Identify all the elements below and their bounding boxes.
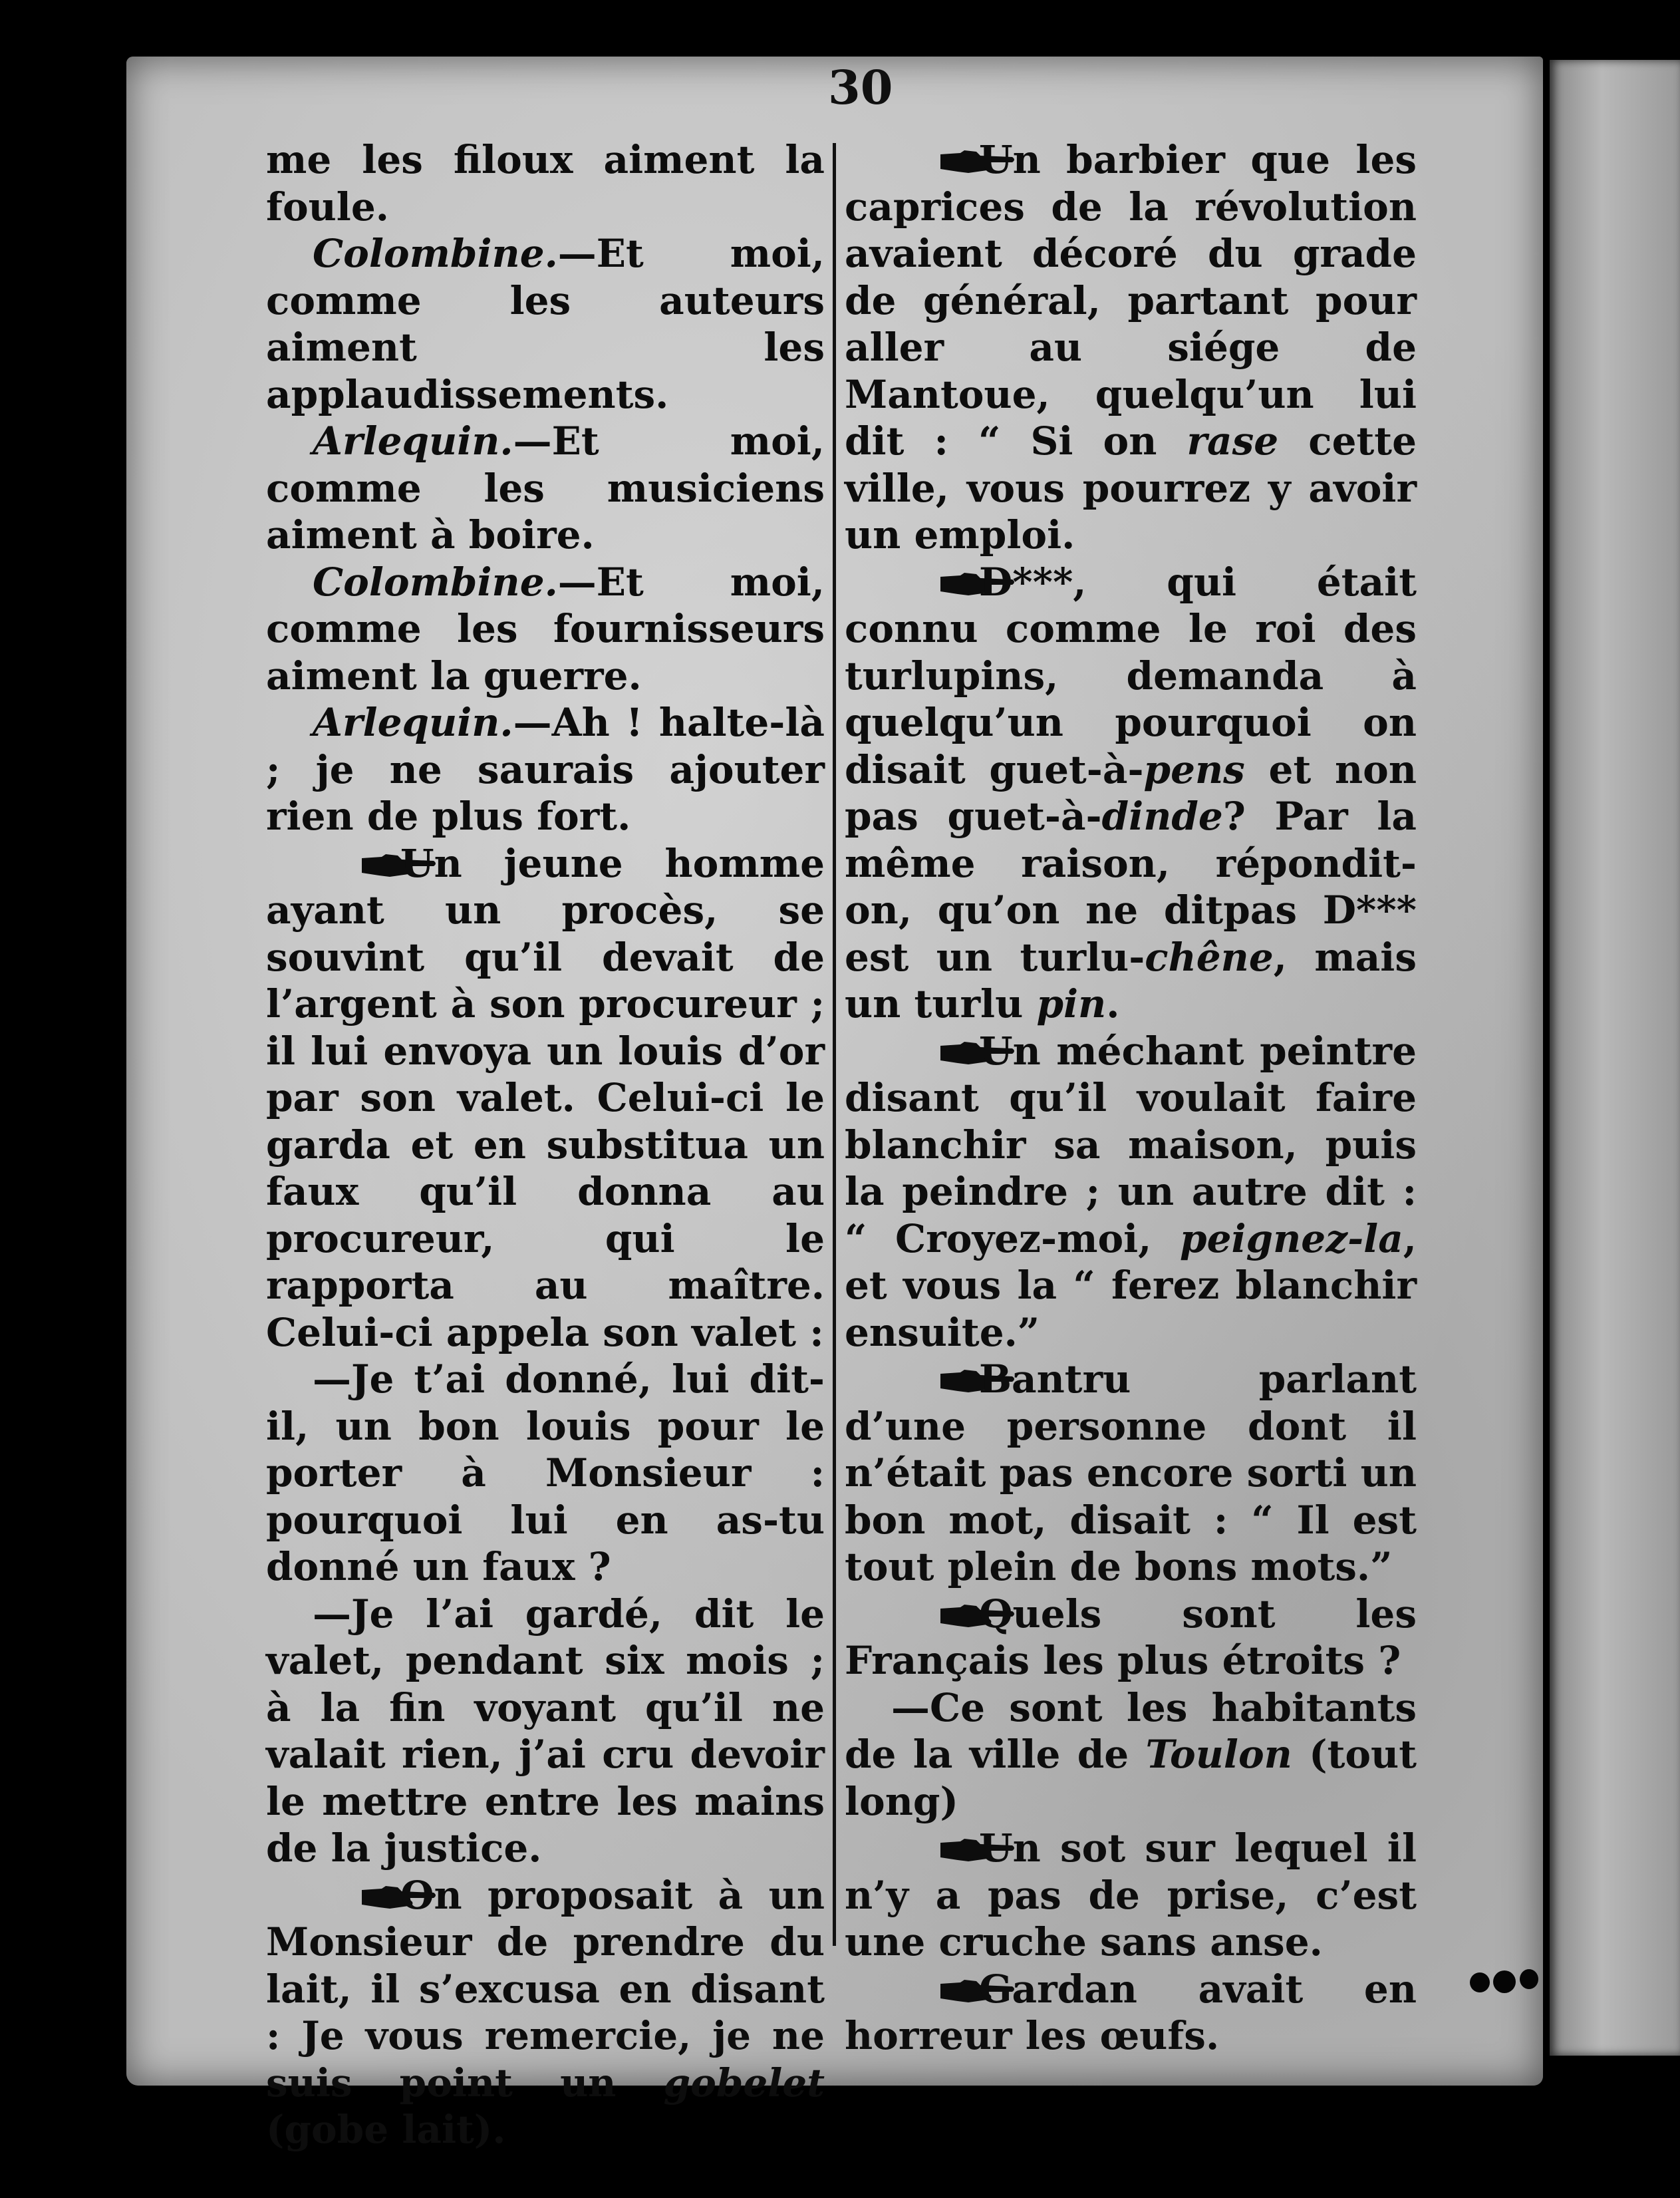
- dialogue-text: —Et moi, comme les auteurs aiment les applaudissements.: [266, 231, 825, 417]
- paragraph-text: Bantru parlant d’une personne dont il n’était pas encore sorti un bon mot, disait : “ Il est tout plein de bons mots.”: [845, 1356, 1417, 1589]
- paragraph-text-end: cette ville, vous pourrez y avoir un emploi.: [845, 418, 1417, 557]
- anecdote-paragraph: [266, 1872, 825, 2153]
- adjacent-page-edge: [1550, 60, 1680, 2056]
- paragraph-text: me les filoux aiment la foule.: [266, 137, 825, 230]
- dialogue-line: [266, 230, 825, 418]
- paragraph-text: , mais un turlu: [845, 934, 1417, 1026]
- dialogue-line: [266, 1356, 825, 1591]
- italic-word: rase: [1187, 418, 1279, 464]
- column-divider: [833, 143, 836, 1946]
- paragraph-text: D***, qui était connu comme le roi des turlupins, demanda à quelqu’un pourquoi on disait guet-à-: [845, 559, 1417, 792]
- paragraph: [266, 136, 825, 230]
- pointing-hand-icon: [891, 1829, 970, 1858]
- paragraph-text: Un méchant peintre disant qu’il voulait faire blanchir sa maison, puis la peindre ; un autre dit : “ Croyez-moi,: [845, 1028, 1417, 1261]
- pointing-hand-icon: [891, 1360, 970, 1389]
- paragraph-text-end: , et vous la “ ferez blanchir ensuite.”: [845, 1215, 1417, 1355]
- paragraph-text: Un sot sur lequel il n’y a pas de prise, c’est une cruche sans anse.: [845, 1825, 1417, 1964]
- italic-word: chêne: [1145, 934, 1274, 980]
- italic-word: peignez-la: [1180, 1215, 1403, 1261]
- anecdote-paragraph: [845, 136, 1417, 559]
- speaker-name: Colombine.: [313, 559, 558, 605]
- pointing-hand-icon: [891, 1032, 970, 1061]
- dialogue-line: [266, 418, 825, 559]
- ink-stain: [1493, 1970, 1516, 1993]
- pointing-hand-icon: [313, 1876, 391, 1905]
- dialogue-line: [266, 1591, 825, 1872]
- anecdote-paragraph: [845, 1356, 1417, 1591]
- paragraph-text-end: (tout long): [845, 1732, 1417, 1824]
- paragraph-text: ? Par la même raison, répondit-on, qu’on ne ditpas D*** est un turlu-: [845, 794, 1417, 980]
- paragraph-text: On proposait à un Monsieur de prendre du lait, il s’excusa en disant : Je vous remercie, je ne suis point un: [266, 1872, 825, 2106]
- dialogue-line: [266, 699, 825, 840]
- paragraph-text: —Je t’ai donné, lui dit-il, un bon louis pour le porter à Monsieur : pourquoi lui en as-tu donné un faux ?: [266, 1356, 825, 1589]
- speaker-name: Arlequin.: [313, 418, 513, 464]
- page-number: 30: [828, 60, 893, 115]
- dialogue-text: —Et moi, comme les musiciens aiment à boire.: [266, 418, 825, 557]
- paragraph-text: .: [1106, 981, 1120, 1026]
- pointing-hand-icon: [891, 1595, 970, 1624]
- paragraph-text-end: (gobe lait).: [266, 2107, 506, 2152]
- paragraph-text: —Ce sont les habitants de la ville de: [845, 1684, 1417, 1777]
- anecdote-paragraph: [845, 1966, 1417, 2060]
- ink-stain: [1520, 1969, 1538, 1989]
- italic-word: Toulon: [1145, 1732, 1292, 1777]
- dialogue-line: [266, 559, 825, 700]
- pointing-hand-icon: [891, 563, 970, 592]
- anecdote-paragraph: [266, 840, 825, 1356]
- paragraph-text: et non pas guet-à-: [845, 746, 1417, 839]
- speaker-name: Colombine.: [313, 231, 558, 276]
- anecdote-paragraph: [845, 1591, 1417, 1684]
- paragraph-text: Gardan avait en horreur les œufs.: [845, 1966, 1417, 2058]
- italic-word: pens: [1143, 746, 1245, 792]
- anecdote-paragraph: [845, 1825, 1417, 1966]
- left-column: [266, 136, 825, 2153]
- anecdote-paragraph: [845, 1028, 1417, 1356]
- italic-word: pin: [1036, 981, 1107, 1026]
- paragraph-text: —Je l’ai gardé, dit le valet, pendant six mois ; à la fin voyant qu’il ne valait rien, j’ai cru devoir le mettre entre les mains de la justice.: [266, 1591, 825, 1871]
- dialogue-text: —Et moi, comme les fournisseurs aiment la guerre.: [266, 559, 825, 699]
- paragraph-text: Un barbier que les caprices de la révolution avaient décoré du grade de général, partant pour aller au siége de Mantoue, quelqu’un lui dit : “ Si on: [845, 137, 1417, 464]
- paragraph-text: Un jeune homme ayant un procès, se souvint qu’il devait de l’argent à son procureur ; il lui envoya un louis d’or par son valet. Celui-ci le garda et en substitua un faux qu’il donna au procureur, qui le rapporta au maître. Celui-ci appela son valet :: [266, 840, 825, 1355]
- dialogue-line: [845, 1684, 1417, 1825]
- ink-stain: [1470, 1972, 1490, 1992]
- italic-word: gobelet: [663, 2060, 825, 2106]
- italic-word: dinde: [1101, 794, 1223, 839]
- anecdote-paragraph: [845, 559, 1417, 1028]
- right-column: [845, 136, 1417, 2060]
- paragraph-text: Quels sont les Français les plus étroits ?: [845, 1591, 1417, 1683]
- dialogue-text: —Ah ! halte-là ; je ne saurais ajouter rien de plus fort.: [266, 700, 825, 839]
- pointing-hand-icon: [891, 140, 970, 170]
- speaker-name: Arlequin.: [313, 700, 513, 745]
- pointing-hand-icon: [891, 1970, 970, 1999]
- pointing-hand-icon: [313, 844, 391, 873]
